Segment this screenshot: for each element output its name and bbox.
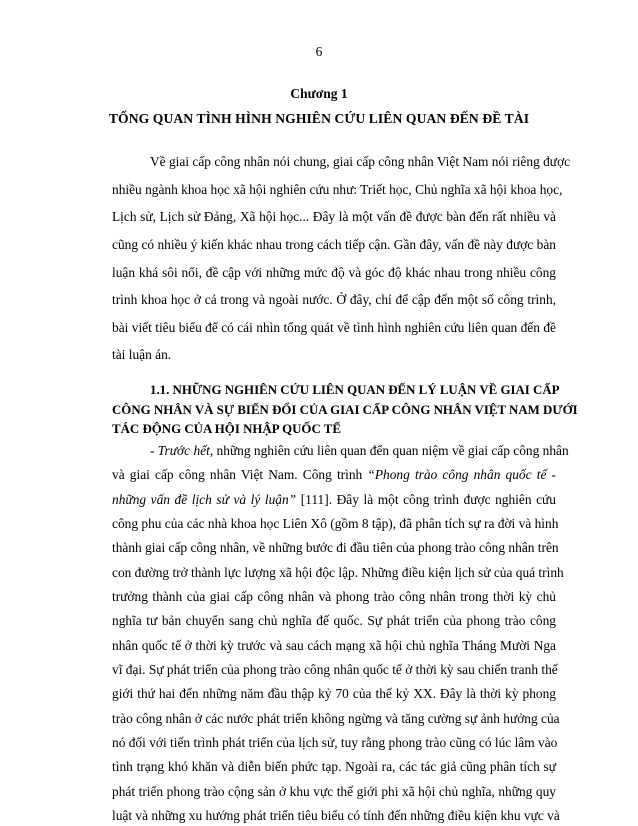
body-line: vĩ đại. Sự phát triển của phong trào công nhân quốc tế ở thời kỳ sau chiến tranh thế [112,662,558,677]
intro-line: Lịch sử, Lịch sử Đảng, Xã hội học... Đây là một vấn đề được bàn đến rất nhiều và [112,209,556,224]
body-line: thành giai cấp công nhân, về những bước đi đầu tiên của phong trào công nhân trên [112,540,559,556]
section-heading-line: CÔNG NHÂN VÀ SỰ BIẾN ĐỔI CỦA GIAI CẤP CÔNG NHÂN VIỆT NAM DƯỚI [112,403,578,417]
intro-line: trình khoa học ở cả trong và ngoài nước. Ở đây, chỉ để cập đến một số công trình, [112,292,556,307]
body-line [112,467,556,483]
intro-line: bài viết tiêu biểu để có cái nhìn tổng quát về tình hình nghiên cứu liên quan đến đề [112,320,556,335]
intro-line: cũng có nhiều ý kiến khác nhau trong cách tiếp cận. Gần đây, vấn đề này được bàn [112,237,556,252]
body-italic: “Phong trào công nhân quốc tế - [367,467,556,483]
body-line: nó đối với tiến trình phát triển của lịch sử, tuy rằng phong trào cũng có lúc lâm vào [112,735,558,750]
body-text: những nghiên cứu liên quan đến quan niệm về giai cấp công nhân [213,443,569,458]
body-line: trào công nhân ở các nước phát triển không ngừng và tăng cường sự ảnh hưởng của [112,710,560,726]
chapter-title: TỔNG QUAN TÌNH HÌNH NGHIÊN CỨU LIÊN QUAN ĐẾN ĐỀ TÀI [108,111,530,126]
section-heading-line: 1.1. NHỮNG NGHIÊN CỨU LIÊN QUAN ĐẾN LÝ LUẬN VỀ GIAI CẤP [150,383,560,397]
body-line: phát triển phong trào cộng sản ở khu vực thế giới phi xã hội chủ nghĩa, những quy [112,783,556,799]
body-italic: những vấn đề lịch sử và lý luận” [112,491,297,507]
body-line: trưởng thành của giai cấp công nhân và phong trào công nhân trong thời kỳ chủ [112,589,556,604]
page-number: 6 [315,44,323,59]
body-line [112,492,556,508]
chapter-label: Chương 1 [290,86,348,101]
body-line [150,443,569,459]
body-line: nghĩa tư bản chuyển sang chủ nghĩa đế quốc. Sự phát triển của phong trào công [112,613,556,629]
body-line: nhân quốc tế ở thời kỳ trước và sau cách mạng xã hội chủ nghĩa Tháng Mười Nga [112,637,556,653]
body-line: tình trạng khó khăn và diễn biến phức tạp. Ngoài ra, các tác giả cũng phân tích sự [112,759,556,775]
section-heading-line: TÁC ĐỘNG CỦA HỘI NHẬP QUỐC TẾ [112,422,341,436]
body-text: và giai cấp công nhân Việt Nam. Công trình [112,467,368,483]
intro-line: tài luận án. [112,347,172,362]
intro-line: luận khá sôi nổi, đề cập với những mức độ và góc độ khác nhau trong nhiều công [112,265,556,280]
body-italic: - Trước hết, [150,443,214,458]
intro-line: nhiều ngành khoa học xã hội nghiên cứu như: Triết học, Chủ nghĩa xã hội khoa học, [112,182,563,197]
body-line: công phu của các nhà khoa học Liên Xô (gồm 8 tập), đã phân tích sự ra đời và hình [112,516,559,531]
body-line: giới thứ hai đến những năm đầu thập kỷ 70 của thế kỷ XX. Đây là thời kỳ phong [112,686,556,702]
intro-line: Về giai cấp công nhân nói chung, giai cấp công nhân Việt Nam nói riêng được [150,154,571,169]
body-text: [111]. Đây là một công trình được nghiên cứu [296,491,556,507]
body-line: luật và những xu hướng phát triển tiêu biểu có tính đến những điều kiện khu vực và [112,808,560,823]
body-line: con đường trở thành lực lượng xã hội độc lập. Những điều kiện lịch sử của quá trình [112,564,564,580]
